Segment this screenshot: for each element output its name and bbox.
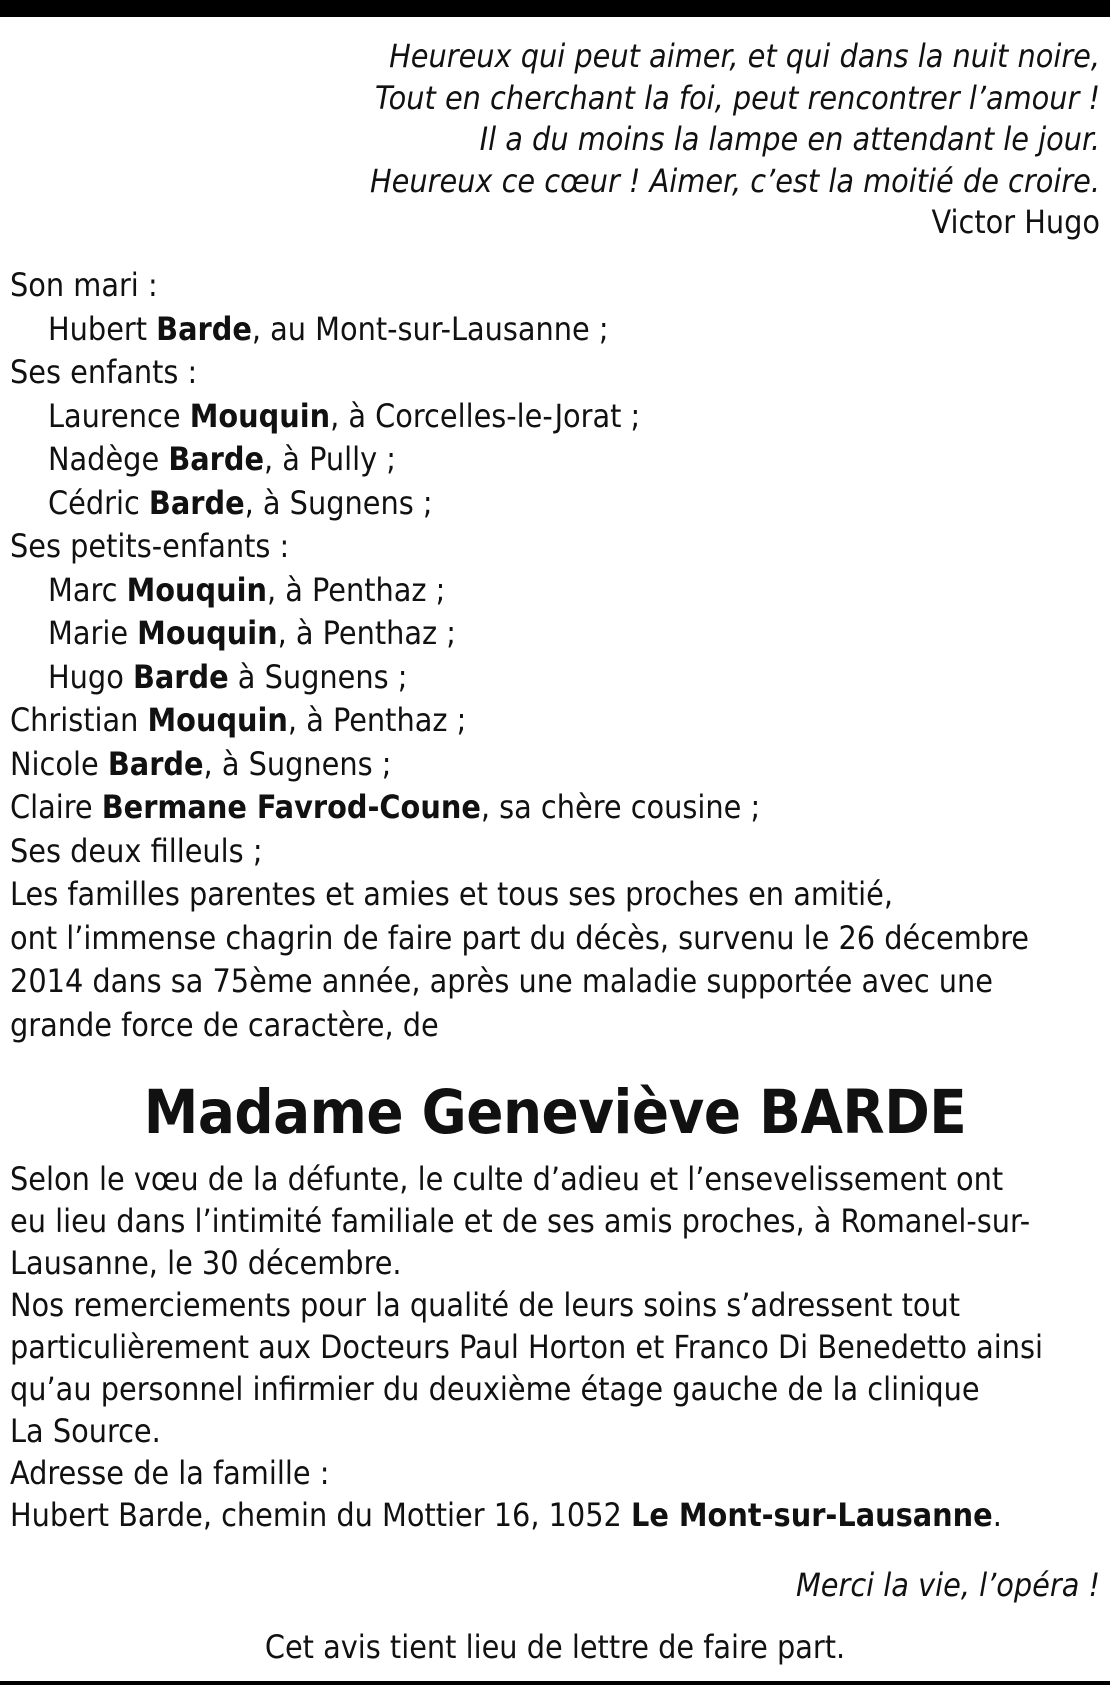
grandchild-entry: Hugo Barde à Sugnens ; xyxy=(48,657,408,696)
poem-line: Heureux ce cœur ! Aimer, c’est la moitié de croire. xyxy=(370,161,1100,200)
service-details xyxy=(10,1158,1105,1536)
child-entry: Nadège Barde, à Pully ; xyxy=(48,440,396,478)
grandchild-entry: Marc Mouquin, à Penthaz ; xyxy=(48,570,446,609)
detail-line: eu lieu dans l’intimité familiale et de ses amis proches, à Romanel-sur- xyxy=(10,1202,1031,1240)
husband-entry: Hubert Barde, au Mont-sur-Lausanne ; xyxy=(48,309,609,348)
announcement-line: 2014 dans sa 75ème année, après une maladie supportée avec une xyxy=(10,962,994,1000)
detail-line: particulièrement aux Docteurs Paul Horton et Franco Di Benedetto ainsi xyxy=(10,1328,1043,1366)
surname: Mouquin xyxy=(189,396,331,435)
surname: Bermane Favrod-Coune xyxy=(101,788,481,826)
grandchild-entry: Marie Mouquin, à Penthaz ; xyxy=(48,614,456,652)
child-entry: Laurence Mouquin, à Corcelles-le-Jorat ; xyxy=(48,396,641,435)
surname: Mouquin xyxy=(137,614,278,652)
relative-entry: Christian Mouquin, à Penthaz ; xyxy=(10,701,467,739)
surname: Mouquin xyxy=(126,570,267,609)
surname: Barde xyxy=(148,483,245,522)
surname: Mouquin xyxy=(147,701,288,739)
child-entry: Cédric Barde, à Sugnens ; xyxy=(48,483,433,522)
announcement-line: Les familles parentes et amies et tous ses proches en amitié, xyxy=(10,875,894,913)
announcement-line: ont l’immense chagrin de faire part du décès, survenu le 26 décembre xyxy=(10,918,1029,957)
address-heading: Adresse de la famille : xyxy=(10,1454,330,1492)
closing-quote: Merci la vie, l’opéra ! xyxy=(795,1566,1100,1604)
announcement-line: grande force de caractère, de xyxy=(10,1005,439,1044)
bottom-border-rule xyxy=(0,1681,1110,1685)
poem-quote xyxy=(370,36,1100,244)
family-address: Hubert Barde, chemin du Mottier 16, 1052 Le Mont-sur-Lausanne. xyxy=(10,1496,1002,1534)
grandchildren-heading: Ses petits-enfants : xyxy=(10,527,290,565)
footer-note: Cet avis tient lieu de lettre de faire part. xyxy=(264,1628,846,1666)
poem-line: Il a du moins la lampe en attendant le jour. xyxy=(479,120,1100,158)
poem-line: Heureux qui peut aimer, et qui dans la nuit noire, xyxy=(389,37,1100,75)
children-heading: Ses enfants : xyxy=(10,353,198,391)
deceased-name: Madame Geneviève BARDE xyxy=(143,1077,967,1148)
surname: Barde xyxy=(168,440,265,478)
detail-line: qu’au personnel infirmier du deuxième étage gauche de la clinique xyxy=(10,1370,980,1408)
surname: Barde xyxy=(107,744,204,783)
detail-line: Selon le vœu de la défunte, le culte d’adieu et l’ensevelissement ont xyxy=(10,1160,1004,1198)
relative-entry: Claire Bermane Favrod-Coune, sa chère cousine ; xyxy=(10,788,761,826)
surname: Barde xyxy=(132,657,229,696)
detail-line: Lausanne, le 30 décembre. xyxy=(10,1244,402,1282)
address-city: Le Mont-sur-Lausanne xyxy=(631,1496,993,1534)
top-border-rule xyxy=(0,0,1110,17)
detail-line: Nos remerciements pour la qualité de leurs soins s’adressent tout xyxy=(10,1286,960,1324)
godchildren-entry: Ses deux filleuls ; xyxy=(10,831,263,870)
poem-author: Victor Hugo xyxy=(931,203,1100,241)
poem-line: Tout en cherchant la foi, peut rencontrer l’amour ! xyxy=(375,78,1100,117)
surname: Barde xyxy=(156,309,252,348)
family-list xyxy=(10,264,1105,1047)
detail-line: La Source. xyxy=(10,1412,161,1450)
relative-entry: Nicole Barde, à Sugnens ; xyxy=(10,744,392,783)
husband-heading: Son mari : xyxy=(10,266,158,304)
